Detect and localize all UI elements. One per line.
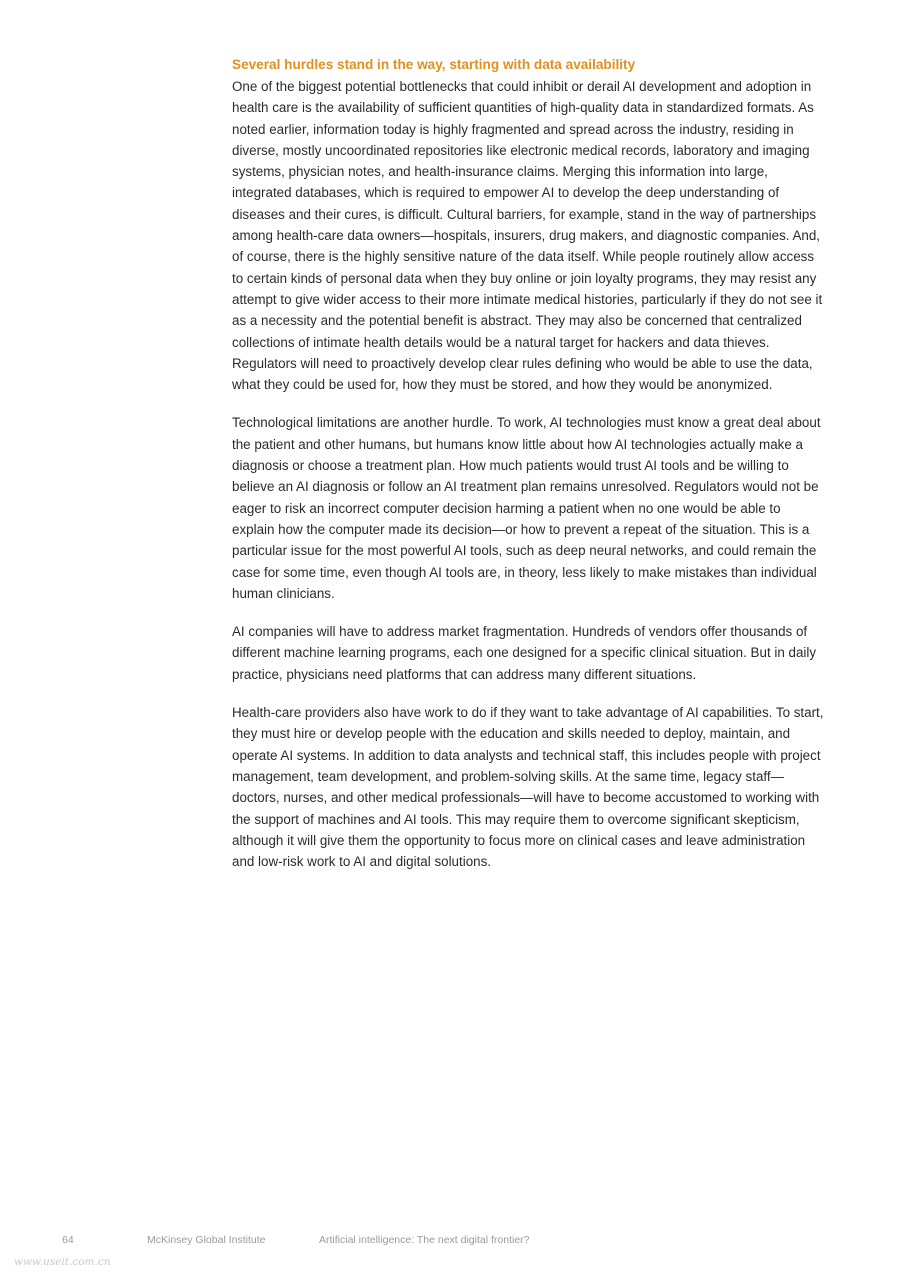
watermark: www.useit.com.cn bbox=[14, 1256, 111, 1268]
footer-report-title: Artificial intelligence: The next digital frontier? bbox=[319, 1234, 530, 1246]
paragraph-market-fragmentation: AI companies will have to address market fragmentation. Hundreds of vendors offer thousands of different machine learning programs, each one designed for a specific clinical situation. But in daily practice, physicians need platforms that can address many different situations. bbox=[232, 624, 817, 682]
article-body bbox=[232, 55, 824, 889]
paragraph-technological-limitations: Technological limitations are another hurdle. To work, AI technologies must know a great deal about the patient and other humans, but humans know little about how AI technologies actually make a diagnosis or choose a treatment plan. How much patients would trust AI tools and be willing to believe an AI diagnosis or follow an AI treatment plan remains unresolved. Regulators would not be eager to risk an incorrect computer decision harming a patient when no one would be able to explain how the computer made its decision—or how to prevent a repeat of the situation. This is a particular issue for the most powerful AI tools, such as deep neural networks, and could remain the case for some time, even though AI tools are, in theory, less likely to make mistakes than individual human clinicians. bbox=[232, 415, 821, 601]
footer-organization: McKinsey Global Institute bbox=[147, 1234, 266, 1246]
section-heading: Several hurdles stand in the way, starting with data availability bbox=[232, 57, 636, 72]
paragraph-health-care-providers: Health-care providers also have work to do if they want to take advantage of AI capabilities. To start, they must hire or develop people with the education and skills needed to deploy, maintain, and operate AI systems. In addition to data analysts and technical staff, this includes people with project management, team development, and problem-solving skills. At the same time, legacy staff—doctors, nurses, and other medical professionals—will have to become accustomed to working with the support of machines and AI tools. This may require them to overcome significant skepticism, although it will give them the opportunity to focus more on clinical cases and leave administration and low-risk work to AI and digital solutions. bbox=[232, 705, 824, 870]
page-footer bbox=[0, 1234, 905, 1250]
paragraph-data-availability: One of the biggest potential bottlenecks that could inhibit or derail AI development and adoption in health care is the availability of sufficient quantities of high-quality data in standardized formats. As noted earlier, information today is highly fragmented and spread across the industry, residing in diverse, mostly uncoordinated repositories like electronic medical records, laboratory and imaging systems, physician notes, and health-insurance claims. Merging this information into large, integrated databases, which is required to empower AI to develop the deep understanding of diseases and their cures, is difficult. Cultural barriers, for example, stand in the way of partnerships among health-care data owners—hospitals, insurers, drug makers, and diagnostic companies. And, of course, there is the highly sensitive nature of the data itself. While people routinely allow access to certain kinds of personal data when they buy online or join loyalty programs, they may resist any attempt to give wider access to their more intimate medical histories, particularly if they do not see it as a necessity and the potential benefit is abstract. They may also be concerned that centralized collections of intimate health details would be a natural target for hackers and data thieves. Regulators will need to proactively develop clear rules defining who would be able to use the data, what they could be used for, how they must be stored, and how they would be anonymized. bbox=[232, 79, 823, 393]
page-number: 64 bbox=[62, 1234, 74, 1246]
